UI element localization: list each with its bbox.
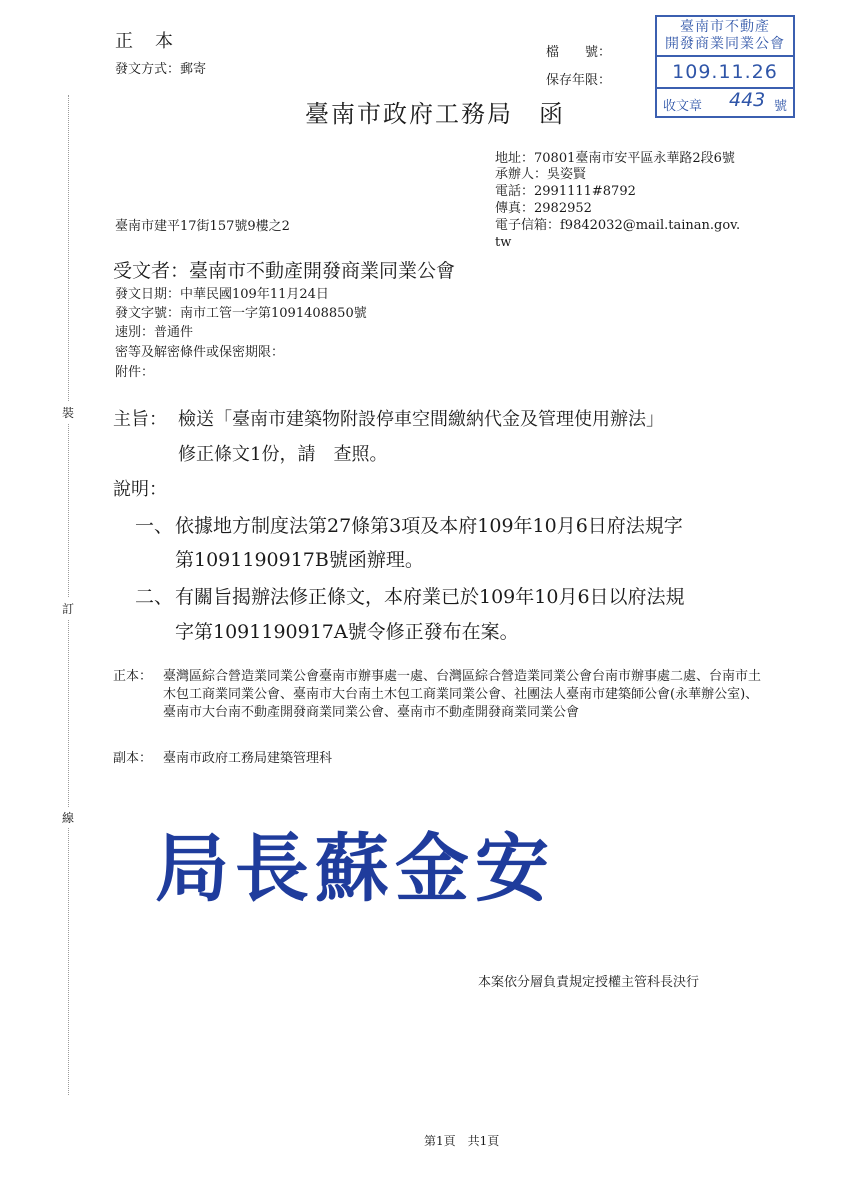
issue-date: 發文日期：中華民國109年11月24日 xyxy=(115,287,329,302)
retention-label: 保存年限： xyxy=(546,73,612,88)
stamp-divider xyxy=(657,87,793,89)
explanation-item-line: 字第1091190917A號令修正發布在案。 xyxy=(175,621,519,643)
explanation-item-number: 一、 xyxy=(135,515,174,537)
received-stamp xyxy=(655,15,795,118)
sender-handler: 承辦人：吳姿賢 xyxy=(495,167,587,182)
copy-type: 正 本 xyxy=(115,31,175,52)
send-method: 發文方式：郵寄 xyxy=(115,62,207,77)
distribution-copy xyxy=(113,750,773,768)
file-number-label: 檔 號： xyxy=(546,45,612,60)
recipient-address: 臺南市建平17街157號9樓之2 xyxy=(115,219,290,234)
sender-email-cont: tw xyxy=(495,235,512,250)
distribution-main-text: 臺灣區綜合營造業同業公會臺南市辦事處一處、台灣區綜合營造業同業公會台南市辦事處二處、台南市土木包工商業同業公會、臺南市大台南土木包工商業同業公會、社團法人臺南市建築師公會(永華辦公室)、臺南市大台南不動產開發商業同業公會、臺南市不動產開發商業同業公會 xyxy=(163,669,762,720)
authorization-note: 本案依分層負責規定授權主管科長決行 xyxy=(478,975,700,990)
director-signature-seal: 局長蘇金安 xyxy=(155,826,555,912)
document-number: 發文字號：南市工管一字第1091408850號 xyxy=(115,306,367,321)
binding-line xyxy=(68,95,69,1095)
stamp-suffix: 號 xyxy=(773,99,787,114)
stamp-org: 臺南市不動產 開發商業同業公會 xyxy=(665,19,785,52)
subject-line: 檢送「臺南市建築物附設停車空間繳納代金及管理使用辦法」 xyxy=(178,409,664,430)
explanation-item-line: 有關旨揭辦法修正條文，本府業已於109年10月6日以府法規 xyxy=(175,586,685,608)
subject-label: 主旨： xyxy=(113,409,167,430)
page-footer: 第1頁 共1頁 xyxy=(424,1134,500,1148)
distribution-main-label: 正本： xyxy=(113,669,153,684)
document-title: 臺南市政府工務局 函 xyxy=(305,100,565,128)
distribution-copy-text: 臺南市政府工務局建築管理科 xyxy=(163,751,333,766)
sender-fax: 傳真：2982952 xyxy=(495,201,592,216)
explanation-label: 說明： xyxy=(113,479,167,500)
stamp-divider xyxy=(657,55,793,57)
explanation-item-line: 依據地方制度法第27條第3項及本府109年10月6日府法規字 xyxy=(175,515,683,537)
sender-email: 電子信箱：f9842032@mail.tainan.gov. xyxy=(495,218,741,233)
explanation-item-line: 第1091190917B號函辦理。 xyxy=(175,549,424,571)
binding-char-zhuang: 裝 xyxy=(62,402,74,423)
sender-address: 地址：70801臺南市安平區永華路2段6號 xyxy=(495,151,735,166)
stamp-received-label: 收文章 xyxy=(663,99,703,114)
distribution-main xyxy=(113,668,773,740)
binding-char-ding: 訂 xyxy=(62,598,74,619)
sender-phone: 電話：2991111#8792 xyxy=(495,184,636,199)
stamp-date: 109.11.26 xyxy=(672,61,778,83)
explanation-item-number: 二、 xyxy=(135,586,174,608)
attachments: 附件： xyxy=(115,365,155,380)
recipient: 受文者：臺南市不動產開發商業同業公會 xyxy=(113,260,456,282)
distribution-copy-label: 副本： xyxy=(113,751,153,766)
subject-line: 修正條文1份，請 查照。 xyxy=(178,444,388,465)
speed-class: 速別：普通件 xyxy=(115,325,194,340)
stamp-number: 443 xyxy=(729,89,766,111)
binding-char-xian: 線 xyxy=(62,807,74,828)
secrecy-level: 密等及解密條件或保密期限： xyxy=(115,345,285,360)
